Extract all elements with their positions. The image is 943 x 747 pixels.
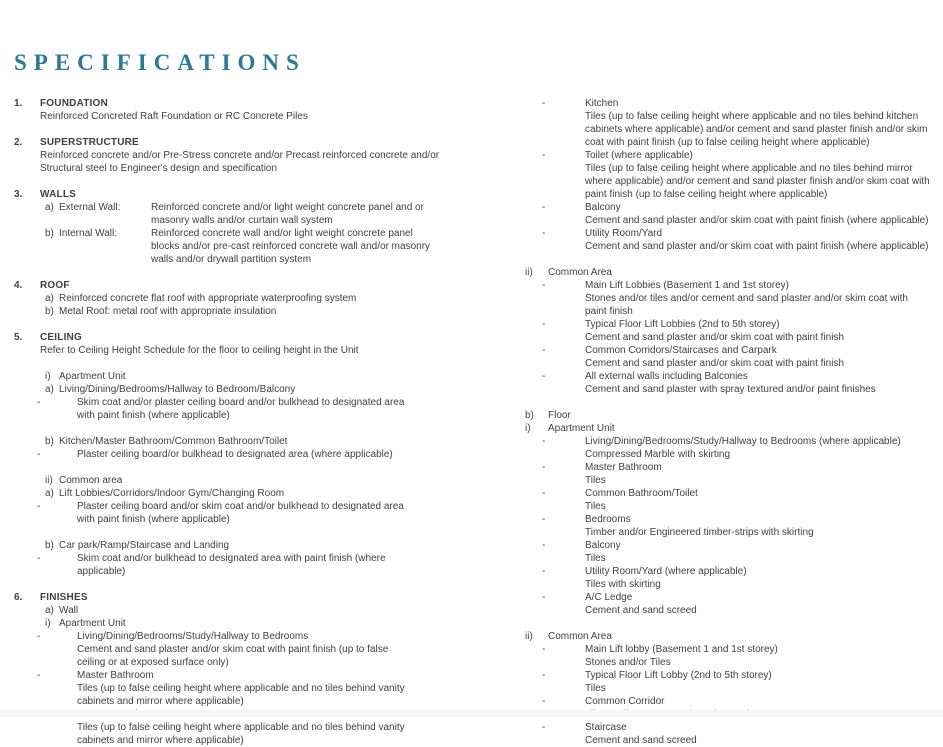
bullet-title: Main Lift lobby (Basement 1 and 1st storey) — [585, 644, 778, 655]
item-text: Reinforced concrete flat roof with appropriate waterproofing system — [59, 293, 357, 304]
spacer — [14, 357, 466, 370]
section-title: SUPERSTRUCTURE — [40, 137, 139, 148]
section-heading — [14, 279, 466, 292]
bullet-item — [525, 513, 935, 539]
item-text: Floor — [548, 410, 571, 421]
dash-bullet: - — [37, 449, 41, 460]
bullet-title: Staircase — [585, 722, 627, 733]
section-heading — [14, 331, 466, 344]
item-label: Internal Wall: — [59, 228, 117, 239]
dash-bullet: - — [542, 722, 546, 733]
bullet-item — [525, 643, 935, 669]
bullet-description: Timber and/or Engineered timber-strips with skirting — [585, 527, 814, 538]
item-text: Reinforced concrete and/or light weight concrete panel and or masonry walls and/or curtain wall system — [151, 202, 424, 226]
bullet-body — [585, 565, 930, 591]
section-title: FINISHES — [40, 592, 88, 603]
item-text: Apartment Unit — [59, 618, 126, 629]
bullet-body — [77, 630, 417, 669]
section-title: WALLS — [40, 189, 76, 200]
dash-bullet: - — [542, 202, 546, 213]
spacer — [525, 253, 935, 266]
bullet-body — [585, 435, 930, 461]
item-marker: ii) — [525, 631, 533, 642]
bullet-body — [585, 370, 930, 396]
section-number: 2. — [14, 137, 23, 148]
dash-bullet: - — [542, 670, 546, 681]
item-marker: i) — [45, 618, 51, 629]
spacer — [525, 396, 935, 409]
dash-bullet: - — [37, 670, 41, 681]
bullet-item — [525, 695, 935, 721]
bullet-title: Typical Floor Lift Lobbies (2nd to 5th storey) — [585, 319, 780, 330]
item-marker: a) — [45, 202, 54, 213]
dash-bullet: - — [37, 631, 41, 642]
bullet-description: Plaster ceiling board/or bulkhead to designated area (where applicable) — [77, 449, 393, 460]
bullet-item — [525, 97, 935, 149]
bullet-title: Master Bathroom — [77, 670, 154, 681]
item-text: Wall — [59, 605, 79, 616]
bullet-body — [585, 487, 930, 513]
item-marker: a) — [45, 293, 54, 304]
bullet-item — [525, 487, 935, 513]
item-marker: b) — [45, 436, 54, 447]
bullet-body — [585, 279, 930, 318]
item-marker: b) — [45, 306, 54, 317]
section-title: CEILING — [40, 332, 82, 343]
dash-bullet: - — [542, 462, 546, 473]
dash-bullet: - — [542, 319, 546, 330]
section-number: 3. — [14, 189, 23, 200]
bullet-description: Tiles with skirting — [585, 579, 661, 590]
bullet-item — [525, 370, 935, 396]
bullet-description: Cement and sand plaster and/or skim coat with paint finish (where applicable) — [585, 241, 929, 252]
bullet-title: All external walls including Balconies — [585, 371, 748, 382]
bullet-item — [525, 344, 935, 370]
bullet-description: Tiles — [585, 475, 606, 486]
bullet-description: Cement and sand plaster and/or skim coat with paint finish (where applicable) — [585, 215, 929, 226]
section-number: 1. — [14, 98, 23, 109]
bullet-description: Cement and sand plaster and/or skim coat with paint finish (up to false ceiling or at exposed surface only) — [77, 644, 389, 668]
labeled-spec-item — [45, 201, 466, 227]
bullet-description: Compressed Marble with skirting — [585, 449, 731, 460]
bullet-description: Plaster ceiling board and/or skim coat and/or bulkhead to designated area with paint finish (where applicable) — [77, 501, 404, 525]
bullet-description: Tiles (up to false ceiling height where applicable and no tiles behind vanity cabinets and mirror where applicable) — [77, 722, 405, 746]
bullet-item — [14, 448, 466, 461]
labeled-spec-item — [45, 227, 466, 266]
spacer — [14, 461, 466, 474]
bullet-body — [585, 539, 930, 565]
bullet-title: Kitchen — [585, 98, 619, 109]
bullet-description: Tiles (up to false ceiling height where applicable and no tiles behind vanity cabinets and mirror where applicable) — [77, 683, 405, 707]
item-text: Kitchen/Master Bathroom/Common Bathroom/Toilet — [59, 436, 288, 447]
item-marker: b) — [45, 540, 54, 551]
section-heading — [14, 136, 466, 149]
dash-bullet: - — [542, 345, 546, 356]
bullet-title: Balcony — [585, 202, 621, 213]
item-marker: a) — [45, 605, 54, 616]
item-text: Car park/Ramp/Staircase and Landing — [59, 540, 230, 551]
bullet-item — [14, 552, 466, 578]
page-bottom-strip — [0, 710, 943, 717]
list-marker-item — [45, 604, 466, 617]
section-heading — [14, 188, 466, 201]
bullet-item — [525, 435, 935, 461]
bullet-description: Cement and sand screed — [585, 735, 697, 746]
item-text: Common Area — [548, 631, 612, 642]
paragraph: Reinforced concrete and/or Pre-Stress concrete and/or Precast reinforced concrete and/or Structural steel to Engineer's design and specification — [40, 150, 440, 174]
dash-bullet: - — [542, 592, 546, 603]
spacer — [14, 318, 466, 331]
bullet-title: Common Bathroom/Toilet — [585, 488, 698, 499]
bullet-title: Common Corridors/Staircases and Carpark — [585, 345, 777, 356]
list-marker-item — [45, 474, 466, 487]
bullet-item — [14, 500, 466, 526]
bullet-title: Main Lift Lobbies (Basement 1 and 1st storey) — [585, 280, 789, 291]
bullet-description: Stones and/or tiles and/or cement and sand plaster and/or skim coat with paint finish — [585, 293, 908, 317]
bullet-description: Tiles — [585, 553, 606, 564]
dash-bullet: - — [37, 553, 41, 564]
bullet-title: Bedrooms — [585, 514, 631, 525]
bullet-description: Cement and sand plaster and/or skim coat with paint finish — [585, 358, 845, 369]
bullet-body — [77, 669, 417, 708]
dash-bullet: - — [542, 696, 546, 707]
spacer — [14, 422, 466, 435]
spacer — [14, 175, 466, 188]
bullet-body — [585, 669, 930, 695]
bullet-body — [585, 591, 930, 617]
item-text: Common Area — [548, 267, 612, 278]
list-marker-item — [45, 383, 466, 396]
dash-bullet: - — [542, 436, 546, 447]
item-text: Apartment Unit — [548, 423, 615, 434]
item-label: External Wall: — [59, 202, 121, 213]
item-text: Lift Lobbies/Corridors/Indoor Gym/Changing Room — [59, 488, 285, 499]
bullet-body — [585, 344, 930, 370]
bullet-body — [77, 552, 417, 578]
dash-bullet: - — [542, 514, 546, 525]
list-marker-item — [45, 539, 466, 552]
bullet-description: Stones and/or Tiles — [585, 657, 671, 668]
list-marker-item — [45, 292, 466, 305]
spacer — [14, 526, 466, 539]
bullet-item — [525, 318, 935, 344]
list-marker-item — [525, 630, 935, 643]
spacer — [14, 266, 466, 279]
dash-bullet: - — [542, 488, 546, 499]
list-marker-item — [45, 617, 466, 630]
bullet-body — [585, 227, 930, 253]
bullet-item — [14, 669, 466, 708]
bullet-title: Utility Room/Yard — [585, 228, 663, 239]
dash-bullet: - — [542, 566, 546, 577]
bullet-item — [525, 461, 935, 487]
item-marker: i) — [525, 423, 531, 434]
spacer — [14, 578, 466, 591]
bullet-title: Toilet (where applicable) — [585, 150, 693, 161]
item-text: Apartment Unit — [59, 371, 126, 382]
bullet-description: Skim coat and/or bulkhead to designated area with paint finish (where applicable) — [77, 553, 386, 577]
bullet-item — [525, 149, 935, 201]
dash-bullet: - — [37, 397, 41, 408]
bullet-item — [525, 201, 935, 227]
bullet-body — [77, 448, 417, 461]
bullet-title: Living/Dining/Bedrooms/Study/Hallway to Bedrooms (where applicable) — [585, 436, 901, 447]
bullet-title: Common Corridor — [585, 696, 665, 707]
dash-bullet: - — [542, 371, 546, 382]
bullet-body — [585, 721, 930, 747]
item-marker: ii) — [45, 475, 53, 486]
bullet-item — [14, 396, 466, 422]
item-text: Common area — [59, 475, 123, 486]
list-marker-item — [45, 305, 466, 318]
bullet-description: Tiles (up to false ceiling height where applicable and no tiles behind kitchen cabinets where applicable) and/or cement and sand plaster finish and/or skim coat with paint finish (up to false ceiling height where applicable) — [585, 111, 928, 148]
bullet-body — [585, 201, 930, 227]
bullet-description: Tiles — [585, 501, 606, 512]
bullet-title: Balcony — [585, 540, 621, 551]
list-marker-item — [45, 370, 466, 383]
bullet-body — [77, 396, 417, 422]
bullet-item — [525, 539, 935, 565]
bullet-description: Skim coat and/or plaster ceiling board and/or bulkhead to designated area with paint finish (where applicable) — [77, 397, 405, 421]
bullet-body — [585, 97, 930, 149]
list-marker-item — [45, 487, 466, 500]
bullet-item — [14, 630, 466, 669]
page-title: SPECIFICATIONS — [14, 50, 306, 75]
section-title: FOUNDATION — [40, 98, 108, 109]
section-number: 6. — [14, 592, 23, 603]
dash-bullet: - — [542, 98, 546, 109]
paragraph: Reinforced Concreted Raft Foundation or RC Concrete Piles — [40, 111, 308, 122]
bullet-title: A/C Ledge — [585, 592, 633, 603]
bullet-title: Utility Room/Yard (where applicable) — [585, 566, 747, 577]
list-marker-item — [525, 422, 935, 435]
section-number: 4. — [14, 280, 23, 291]
section-heading — [14, 591, 466, 604]
bullet-description: Tiles — [585, 683, 606, 694]
dash-bullet: - — [542, 150, 546, 161]
list-marker-item — [525, 409, 935, 422]
bullet-body — [585, 643, 930, 669]
bullet-title: Living/Dining/Bedrooms/Study/Hallway to Bedrooms — [77, 631, 309, 642]
list-marker-item — [525, 266, 935, 279]
dash-bullet: - — [542, 644, 546, 655]
section-number: 5. — [14, 332, 23, 343]
bullet-item — [525, 565, 935, 591]
bullet-item — [525, 227, 935, 253]
bullet-title: Master Bathroom — [585, 462, 662, 473]
bullet-item — [525, 591, 935, 617]
item-marker: ii) — [525, 267, 533, 278]
item-marker: a) — [45, 384, 54, 395]
bullet-item — [525, 721, 935, 747]
list-marker-item — [45, 435, 466, 448]
section-title: ROOF — [40, 280, 70, 291]
paragraph: Refer to Ceiling Height Schedule for the floor to ceiling height in the Unit — [40, 345, 359, 356]
dash-bullet: - — [542, 540, 546, 551]
bullet-body — [585, 318, 930, 344]
dash-bullet: - — [37, 501, 41, 512]
section-heading — [14, 97, 466, 110]
dash-bullet: - — [542, 228, 546, 239]
item-text: Reinforced concrete wall and/or light weight concrete panel blocks and/or pre-cast reinforced concrete wall and/or masonry walls and/or drywall partition system — [151, 228, 431, 265]
item-text: Metal Roof: metal roof with appropriate insulation — [59, 306, 277, 317]
bullet-body — [585, 513, 930, 539]
bullet-description: Tiles (up to false ceiling height where applicable and no tiles behind mirror where applicable) and/or cement and sand plaster finish and/or skim coat with paint finish (up to false ceiling height where applicable) — [585, 163, 930, 200]
item-marker: i) — [45, 371, 51, 382]
dash-bullet: - — [542, 280, 546, 291]
spacer — [525, 617, 935, 630]
bullet-description: Cement and sand screed — [585, 605, 697, 616]
bullet-description: Cement and sand plaster and/or skim coat with paint finish — [585, 332, 845, 343]
bullet-item — [525, 279, 935, 318]
bullet-title: Typical Floor Lift Lobby (2nd to 5th storey) — [585, 670, 772, 681]
item-marker: a) — [45, 488, 54, 499]
bullet-body — [585, 149, 930, 201]
item-text: Living/Dining/Bedrooms/Hallway to Bedroom/Balcony — [59, 384, 296, 395]
bullet-body — [585, 461, 930, 487]
bullet-body — [77, 500, 417, 526]
spec-column-right — [525, 97, 935, 747]
spec-column-left — [14, 97, 466, 747]
item-marker: b) — [45, 228, 54, 239]
item-marker: b) — [525, 410, 534, 421]
bullet-body — [585, 695, 930, 721]
bullet-item — [525, 669, 935, 695]
bullet-description: Cement and sand plaster with spray textured and/or paint finishes — [585, 384, 876, 395]
spacer — [14, 123, 466, 136]
